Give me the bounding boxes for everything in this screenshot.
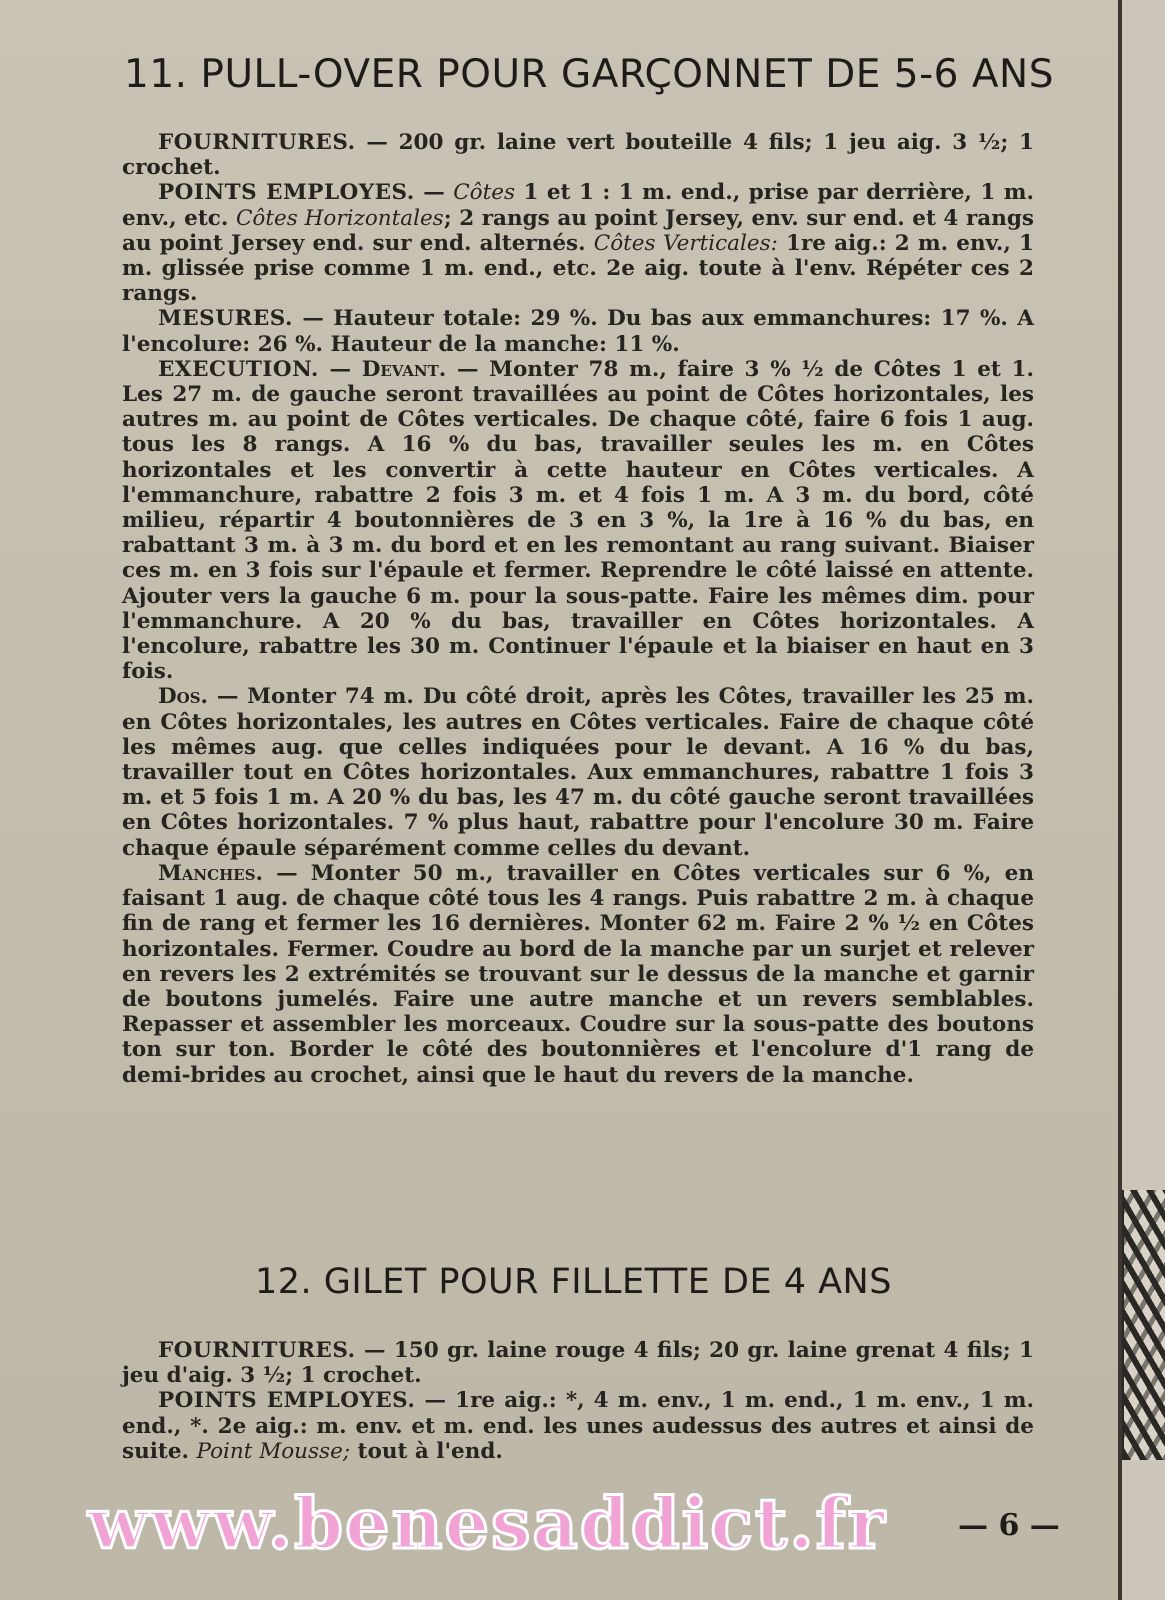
watermark: www.benesaddict.fr <box>88 1482 887 1565</box>
fournitures-paragraph <box>122 130 1034 180</box>
section-12-body <box>122 1338 1034 1464</box>
manches-paragraph <box>122 861 1034 1088</box>
execution-paragraph <box>122 357 1034 685</box>
mesures-text: — Hauteur totale: 29 %. Du bas aux emmanchures: 17 %. A l'encolure: 26 %. Hauteur de la manche: 11 %. <box>122 306 1034 357</box>
execution-dash: — <box>318 356 362 382</box>
mesures-paragraph <box>122 306 1034 356</box>
points-paragraph <box>122 180 1034 306</box>
points-italic-2: Côtes Horizontales <box>235 205 444 231</box>
dos-paragraph <box>122 684 1034 860</box>
points-text-2: 1 et 1 : 1 m. end., prise par derrière, 1 m. env., etc. <box>122 180 1034 231</box>
execution-dash-2: — <box>446 356 479 382</box>
points-12-label: POINTS EMPLOYES. <box>158 1388 416 1414</box>
section-12-title: 12. GILET POUR FILLETTE DE 4 ANS <box>255 1262 892 1302</box>
fournitures-12-paragraph <box>122 1338 1034 1388</box>
dos-text: — Monter 74 m. Du côté droit, après les Côtes, travailler les 25 m. en Côtes horizontales, les autres en Côtes verticales. Faire de chaque côté les mêmes aug. que celles indiquées pour le devant. A 16 % du bas, travailler tout en Côtes horizontales. Aux emmanchures, rabattre 1 fois 3 m. et 5 fois 1 m. A 20 % du bas, les 47 m. du côté gauche seront travaillées en Côtes horizontales. 7 % plus haut, rabattre pour l'encolure 30 m. Faire chaque épaule séparément comme celles du devant. <box>122 684 1034 861</box>
section-11-body <box>122 130 1034 1088</box>
fournitures-label: FOURNITURES. <box>158 130 356 155</box>
points-label: POINTS EMPLOYES. <box>158 180 415 206</box>
section-11-title: 11. PULL-OVER POUR GARÇONNET DE 5-6 ANS <box>124 52 1054 97</box>
execution-text: Monter 78 m., faire 3 % ½ de Côtes 1 et 1. Les 27 m. de gauche seront travaillées au point de Côtes horizontales, les autres m. au point de Côtes verticales. De chaque côté, faire 6 fois 1 aug. tous les 8 rangs. A 16 % du bas, travailler seules les m. en Côtes horizontales et les convertir à cette hauteur en Côtes verticales. A l'emmanchure, rabattre 2 fois 3 m. et 4 fois 1 m. A 3 m. du bord, côté milieu, répartir 4 boutonnières de 3 en 3 %, la 1re à 16 % du bas, en rabattant 3 m. à 3 m. du bord et en les remontant au rang suivant. Biaiser ces m. en 3 fois sur l'épaule et fermer. Reprendre le côté laissé en attente. Ajouter vers la gauche 6 m. pour la sous-patte. Faire les mêmes dim. pour l'emmanchure. A 20 % du bas, travailler en Côtes horizontales. A l'encolure, rabattre les 30 m. Continuer l'épaule et la biaiser en haut en 3 fois. <box>122 356 1034 685</box>
page-number: — 6 — <box>958 1508 1060 1543</box>
points-12-paragraph <box>122 1388 1034 1464</box>
mesures-label: MESURES. <box>158 306 293 332</box>
points-text-4: 1re aig.: 2 m. env., 1 m. glissée prise comme 1 m. end., etc. 2e aig. toute à l'env. Répéter ces 2 rangs. <box>122 230 1034 307</box>
points-text-1: — <box>414 180 454 206</box>
points-12-italic: Point Mousse; <box>196 1438 351 1464</box>
manches-label: Manches. <box>158 860 264 886</box>
manches-text: — Monter 50 m., travailler en Côtes verticales sur 6 %, en faisant 1 aug. de chaque côté tous les 4 rangs. Puis rabattre 2 m. à chaque fin de rang et fermer les 16 dernières. Monter 62 m. Faire 2 % ½ en Côtes horizontales. Fermer. Coudre au bord de la manche par un surjet et relever en revers les 2 extrémités se trouvant sur le dessus de la manche et garnir de boutons jumelés. Faire une autre manche et un revers semblables. Repasser et assembler les morceaux. Coudre sur la sous-patte des boutons ton sur ton. Border le côté des boutonnières et l'encolure d'1 rang de demi-brides au crochet, ainsi que le haut du revers de la manche. <box>122 860 1034 1088</box>
points-italic-3: Côtes Verticales: <box>593 230 778 256</box>
knit-pattern-illustration <box>1122 1190 1165 1460</box>
devant-label: Devant. <box>361 356 447 382</box>
fournitures-12-label: FOURNITURES. <box>158 1338 356 1363</box>
execution-label: EXECUTION. <box>158 356 319 382</box>
points-text-3: ; 2 rangs au point Jersey, env. sur end. et 4 rangs au point Jersey end. sur end. alternés. <box>122 205 1034 256</box>
points-12-text-2: tout à l'end. <box>350 1438 503 1464</box>
fournitures-text: — 200 gr. laine vert bouteille 4 fils; 1 jeu aig. 3 ½; 1 crochet. <box>122 130 1034 181</box>
points-12-text: — 1re aig.: *, 4 m. env., 1 m. end., 1 m. env., 1 m. end., *. 2e aig.: m. env. et m. end. les unes audessus des autres et ainsi de suite. <box>122 1388 1035 1464</box>
points-italic-1: Côtes <box>453 180 515 206</box>
fournitures-12-text: — 150 gr. laine rouge 4 fils; 20 gr. laine grenat 4 fils; 1 jeu d'aig. 3 ½; 1 crochet. <box>122 1338 1034 1389</box>
dos-label: Dos. <box>158 684 209 710</box>
